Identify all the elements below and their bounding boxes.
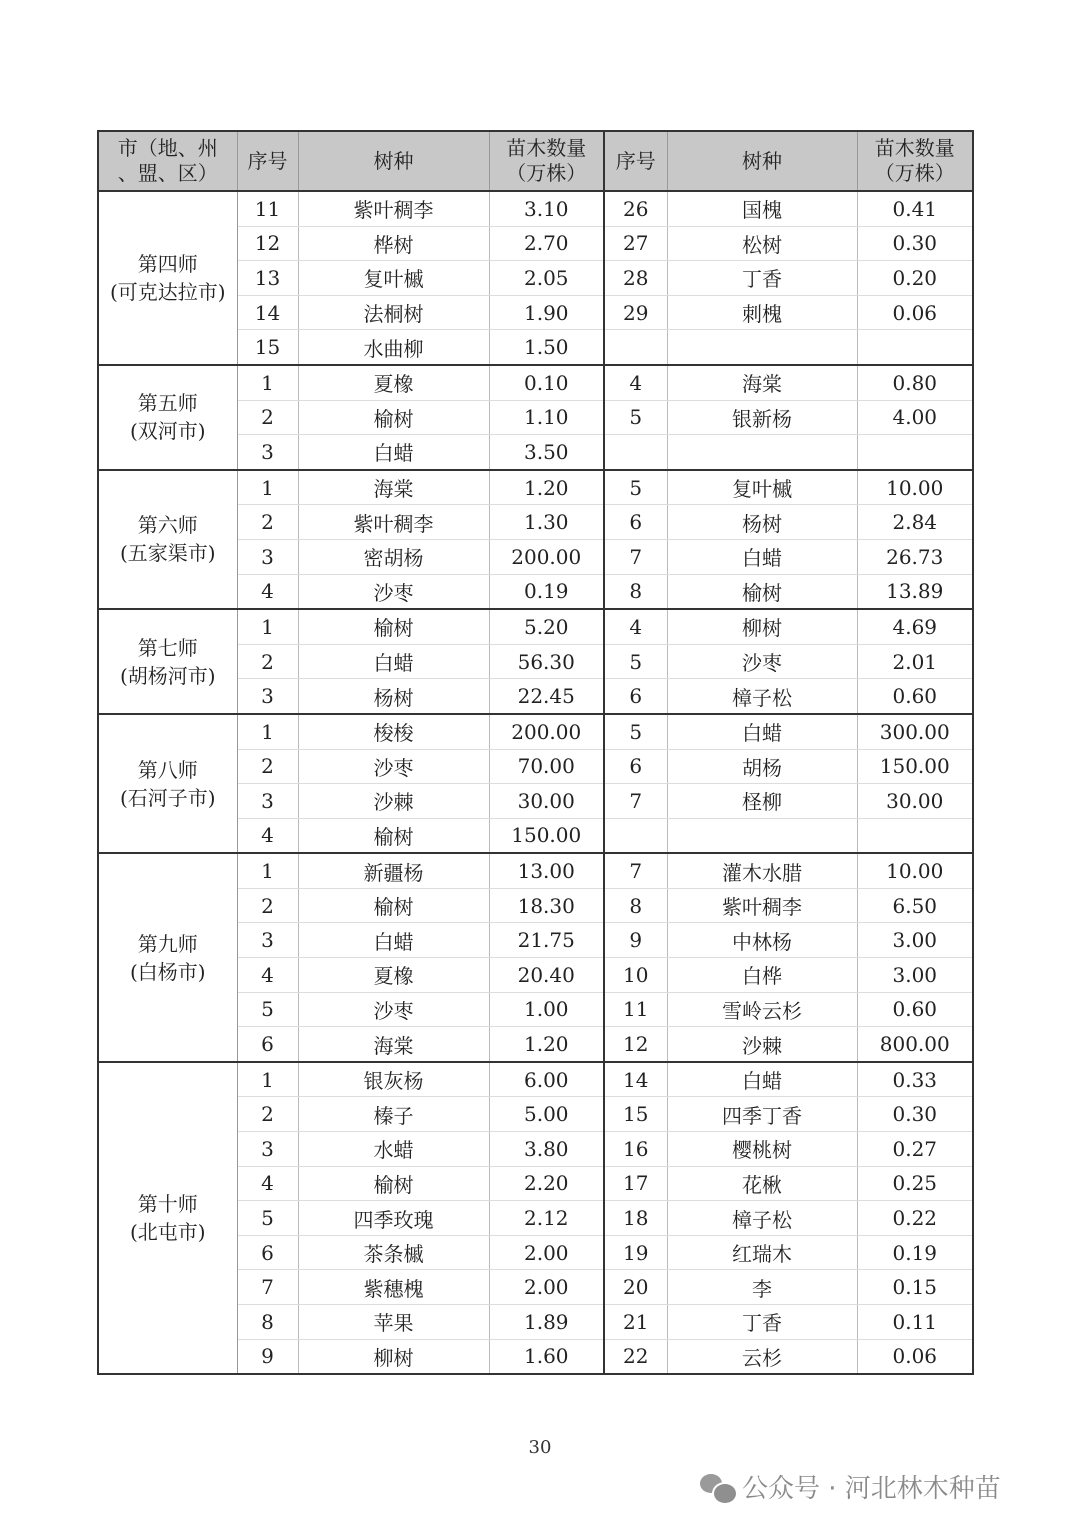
watermark-text: 公众号 · 河北林木种苗 <box>742 1474 1001 1504</box>
species-right-cell: 白蜡 <box>667 714 857 749</box>
species-left-cell: 海棠 <box>298 470 489 505</box>
qty-left-cell: 2.20 <box>489 1166 604 1201</box>
wechat-icon <box>700 1472 736 1502</box>
species-right-cell: 云杉 <box>667 1339 857 1374</box>
qty-right-cell: 3.00 <box>857 958 973 993</box>
qty-right-cell: 0.80 <box>857 365 973 400</box>
seq-left-cell: 8 <box>237 1305 298 1340</box>
region-cell <box>98 365 237 470</box>
qty-left-cell: 0.19 <box>489 574 604 609</box>
species-left-cell: 白蜡 <box>298 644 489 679</box>
seq-right-cell: 15 <box>604 1097 667 1132</box>
region-line: (可克达拉市) <box>109 279 226 304</box>
seq-right-cell: 21 <box>604 1305 667 1340</box>
seq-right-cell <box>604 435 667 470</box>
qty-left-cell: 3.50 <box>489 435 604 470</box>
qty-left-cell: 0.10 <box>489 365 604 400</box>
seq-right-cell: 5 <box>604 644 667 679</box>
qty-left-cell: 21.75 <box>489 923 604 958</box>
species-left-cell: 银灰杨 <box>298 1062 489 1097</box>
qty-right-cell: 0.41 <box>857 191 973 226</box>
species-right-cell: 四季丁香 <box>667 1097 857 1132</box>
species-left-cell: 水蜡 <box>298 1132 489 1167</box>
qty-left-cell: 1.20 <box>489 470 604 505</box>
qty-left-cell: 3.10 <box>489 191 604 226</box>
species-left-cell: 法桐树 <box>298 295 489 330</box>
qty-right-cell: 0.22 <box>857 1201 973 1236</box>
species-left-cell: 梭梭 <box>298 714 489 749</box>
species-left-cell: 沙枣 <box>298 992 489 1027</box>
species-right-cell: 樟子松 <box>667 1201 857 1236</box>
qty-left-cell: 1.90 <box>489 295 604 330</box>
seq-left-cell: 3 <box>237 923 298 958</box>
qty-left-cell: 6.00 <box>489 1062 604 1097</box>
seq-left-cell: 5 <box>237 992 298 1027</box>
species-right-cell: 沙枣 <box>667 644 857 679</box>
region-cell <box>98 609 237 714</box>
seq-right-cell: 6 <box>604 505 667 540</box>
seq-right-cell: 5 <box>604 470 667 505</box>
seq-right-cell: 7 <box>604 539 667 574</box>
qty-right-cell: 300.00 <box>857 714 973 749</box>
species-left-cell: 白蜡 <box>298 435 489 470</box>
header-seq-right: 序号 <box>604 131 667 191</box>
table-row <box>98 191 973 226</box>
seq-left-cell: 4 <box>237 818 298 853</box>
qty-right-cell: 2.84 <box>857 505 973 540</box>
seq-left-cell: 12 <box>237 226 298 261</box>
header-species-right: 树种 <box>667 131 857 191</box>
qty-left-cell: 2.70 <box>489 226 604 261</box>
seq-left-cell: 1 <box>237 853 298 888</box>
qty-left-cell: 2.05 <box>489 261 604 296</box>
species-left-cell: 复叶槭 <box>298 261 489 296</box>
seq-left-cell: 11 <box>237 191 298 226</box>
header-qty-line1: 苗木数量 <box>506 136 587 160</box>
qty-right-cell: 0.20 <box>857 261 973 296</box>
species-left-cell: 杨树 <box>298 679 489 714</box>
seq-right-cell: 5 <box>604 714 667 749</box>
qty-left-cell: 1.10 <box>489 400 604 435</box>
qty-right-cell: 0.33 <box>857 1062 973 1097</box>
qty-left-cell: 22.45 <box>489 679 604 714</box>
qty-right-cell: 0.27 <box>857 1132 973 1167</box>
qty-right-cell: 0.30 <box>857 226 973 261</box>
species-right-cell: 樱桃树 <box>667 1132 857 1167</box>
species-right-cell: 樟子松 <box>667 679 857 714</box>
seq-left-cell: 4 <box>237 958 298 993</box>
species-left-cell: 水曲柳 <box>298 330 489 365</box>
species-left-cell: 四季玫瑰 <box>298 1201 489 1236</box>
qty-right-cell: 0.25 <box>857 1166 973 1201</box>
species-left-cell: 榆树 <box>298 1166 489 1201</box>
species-right-cell: 胡杨 <box>667 749 857 784</box>
species-left-cell: 榛子 <box>298 1097 489 1132</box>
seq-left-cell: 2 <box>237 888 298 923</box>
species-left-cell: 苹果 <box>298 1305 489 1340</box>
seq-right-cell: 4 <box>604 609 667 644</box>
species-right-cell <box>667 330 857 365</box>
species-right-cell: 柽柳 <box>667 784 857 819</box>
region-line: 第七师 <box>137 635 198 660</box>
region-line: 第五师 <box>137 391 198 416</box>
qty-right-cell <box>857 818 973 853</box>
seq-left-cell: 1 <box>237 1062 298 1097</box>
species-left-cell: 沙棘 <box>298 784 489 819</box>
seq-left-cell: 2 <box>237 644 298 679</box>
species-left-cell: 紫叶稠李 <box>298 191 489 226</box>
qty-right-cell: 0.11 <box>857 1305 973 1340</box>
seq-left-cell: 1 <box>237 470 298 505</box>
region-line: 第八师 <box>137 757 198 782</box>
table-row <box>98 853 973 888</box>
region-line: (双河市) <box>129 419 206 444</box>
region-line: (北屯市) <box>129 1220 206 1245</box>
header-qty-line2: （万株） <box>506 161 587 185</box>
qty-left-cell: 30.00 <box>489 784 604 819</box>
seq-left-cell: 1 <box>237 365 298 400</box>
seq-left-cell: 15 <box>237 330 298 365</box>
header-qty-line1: 苗木数量 <box>874 136 955 160</box>
region-line: (胡杨河市) <box>119 663 216 688</box>
qty-left-cell: 1.89 <box>489 1305 604 1340</box>
qty-left-cell: 18.30 <box>489 888 604 923</box>
species-left-cell: 茶条槭 <box>298 1235 489 1270</box>
seq-right-cell: 29 <box>604 295 667 330</box>
seq-left-cell: 9 <box>237 1339 298 1374</box>
header-region-line1: 市（地、州 <box>117 136 218 160</box>
species-right-cell: 丁香 <box>667 261 857 296</box>
table-row <box>98 365 973 400</box>
seq-left-cell: 7 <box>237 1270 298 1305</box>
species-right-cell: 中林杨 <box>667 923 857 958</box>
header-region <box>98 131 237 191</box>
qty-right-cell: 10.00 <box>857 470 973 505</box>
seq-right-cell: 8 <box>604 888 667 923</box>
region-line: 第九师 <box>137 931 198 956</box>
species-left-cell: 紫穗槐 <box>298 1270 489 1305</box>
qty-left-cell: 3.80 <box>489 1132 604 1167</box>
qty-right-cell: 800.00 <box>857 1027 973 1062</box>
header-seq-left: 序号 <box>237 131 298 191</box>
region-cell <box>98 853 237 1062</box>
species-left-cell: 海棠 <box>298 1027 489 1062</box>
species-left-cell: 榆树 <box>298 400 489 435</box>
qty-right-cell <box>857 330 973 365</box>
species-left-cell: 白蜡 <box>298 923 489 958</box>
species-right-cell: 灌木水腊 <box>667 853 857 888</box>
species-right-cell: 白蜡 <box>667 539 857 574</box>
qty-left-cell: 1.60 <box>489 1339 604 1374</box>
seq-left-cell: 3 <box>237 1132 298 1167</box>
seq-left-cell: 4 <box>237 1166 298 1201</box>
qty-right-cell: 4.69 <box>857 609 973 644</box>
region-cell <box>98 470 237 609</box>
region-line: 第十师 <box>137 1192 198 1217</box>
species-right-cell: 复叶槭 <box>667 470 857 505</box>
seq-right-cell: 18 <box>604 1201 667 1236</box>
species-right-cell: 榆树 <box>667 574 857 609</box>
seq-right-cell: 22 <box>604 1339 667 1374</box>
table-row <box>98 609 973 644</box>
species-right-cell: 白桦 <box>667 958 857 993</box>
qty-left-cell: 13.00 <box>489 853 604 888</box>
qty-right-cell: 26.73 <box>857 539 973 574</box>
qty-right-cell: 4.00 <box>857 400 973 435</box>
species-right-cell: 柳树 <box>667 609 857 644</box>
seq-left-cell: 1 <box>237 609 298 644</box>
qty-left-cell: 2.00 <box>489 1235 604 1270</box>
qty-right-cell: 0.15 <box>857 1270 973 1305</box>
species-left-cell: 紫叶稠李 <box>298 505 489 540</box>
qty-left-cell: 1.50 <box>489 330 604 365</box>
qty-right-cell <box>857 435 973 470</box>
qty-left-cell: 56.30 <box>489 644 604 679</box>
qty-left-cell: 1.30 <box>489 505 604 540</box>
species-left-cell: 沙枣 <box>298 749 489 784</box>
species-left-cell: 夏橡 <box>298 958 489 993</box>
species-left-cell: 榆树 <box>298 818 489 853</box>
species-left-cell: 密胡杨 <box>298 539 489 574</box>
seq-left-cell: 2 <box>237 400 298 435</box>
qty-right-cell: 3.00 <box>857 923 973 958</box>
table-row <box>98 714 973 749</box>
qty-right-cell: 150.00 <box>857 749 973 784</box>
header-qty-left <box>489 131 604 191</box>
species-right-cell: 花楸 <box>667 1166 857 1201</box>
qty-right-cell: 0.06 <box>857 295 973 330</box>
seq-left-cell: 4 <box>237 574 298 609</box>
seq-left-cell: 5 <box>237 1201 298 1236</box>
seq-right-cell: 8 <box>604 574 667 609</box>
species-right-cell: 沙棘 <box>667 1027 857 1062</box>
header-region-line2: 、盟、区） <box>117 161 218 185</box>
seq-right-cell: 27 <box>604 226 667 261</box>
seq-right-cell: 19 <box>604 1235 667 1270</box>
species-left-cell: 沙枣 <box>298 574 489 609</box>
seq-left-cell: 3 <box>237 539 298 574</box>
table-row <box>98 1062 973 1097</box>
region-cell <box>98 191 237 365</box>
species-right-cell: 白蜡 <box>667 1062 857 1097</box>
seq-left-cell: 2 <box>237 749 298 784</box>
header-qty-right <box>857 131 973 191</box>
qty-left-cell: 2.00 <box>489 1270 604 1305</box>
seq-right-cell: 16 <box>604 1132 667 1167</box>
header-qty-line2: （万株） <box>874 161 955 185</box>
species-left-cell: 新疆杨 <box>298 853 489 888</box>
seq-right-cell: 26 <box>604 191 667 226</box>
watermark <box>700 1468 1001 1505</box>
species-left-cell: 桦树 <box>298 226 489 261</box>
seq-left-cell: 6 <box>237 1235 298 1270</box>
seq-left-cell: 2 <box>237 505 298 540</box>
seq-left-cell: 14 <box>237 295 298 330</box>
seq-right-cell: 12 <box>604 1027 667 1062</box>
qty-left-cell: 2.12 <box>489 1201 604 1236</box>
seq-right-cell: 14 <box>604 1062 667 1097</box>
seq-right-cell: 9 <box>604 923 667 958</box>
species-right-cell: 红瑞木 <box>667 1235 857 1270</box>
region-cell <box>98 714 237 853</box>
qty-right-cell: 0.30 <box>857 1097 973 1132</box>
qty-left-cell: 200.00 <box>489 714 604 749</box>
species-right-cell: 海棠 <box>667 365 857 400</box>
qty-right-cell: 2.01 <box>857 644 973 679</box>
seq-left-cell: 1 <box>237 714 298 749</box>
seq-right-cell: 4 <box>604 365 667 400</box>
species-right-cell: 紫叶稠李 <box>667 888 857 923</box>
region-line: (五家渠市) <box>119 541 216 566</box>
species-right-cell: 国槐 <box>667 191 857 226</box>
species-left-cell: 柳树 <box>298 1339 489 1374</box>
qty-right-cell: 30.00 <box>857 784 973 819</box>
region-cell <box>98 1062 237 1374</box>
qty-left-cell: 200.00 <box>489 539 604 574</box>
species-left-cell: 夏橡 <box>298 365 489 400</box>
species-right-cell <box>667 818 857 853</box>
species-left-cell: 榆树 <box>298 888 489 923</box>
species-right-cell <box>667 435 857 470</box>
qty-left-cell: 150.00 <box>489 818 604 853</box>
nursery-stock-table <box>97 130 974 1375</box>
qty-right-cell: 10.00 <box>857 853 973 888</box>
qty-left-cell: 1.00 <box>489 992 604 1027</box>
seq-right-cell: 20 <box>604 1270 667 1305</box>
seq-right-cell: 10 <box>604 958 667 993</box>
species-right-cell: 雪岭云杉 <box>667 992 857 1027</box>
seq-left-cell: 3 <box>237 435 298 470</box>
seq-right-cell <box>604 818 667 853</box>
seq-left-cell: 3 <box>237 784 298 819</box>
region-line: (石河子市) <box>119 785 216 810</box>
region-line: (白杨市) <box>129 959 206 984</box>
table-row <box>98 470 973 505</box>
region-line: 第六师 <box>137 513 198 538</box>
page-number: 30 <box>528 1437 552 1458</box>
species-left-cell: 榆树 <box>298 609 489 644</box>
seq-left-cell: 3 <box>237 679 298 714</box>
qty-left-cell: 1.20 <box>489 1027 604 1062</box>
qty-left-cell: 20.40 <box>489 958 604 993</box>
seq-left-cell: 6 <box>237 1027 298 1062</box>
species-right-cell: 银新杨 <box>667 400 857 435</box>
qty-left-cell: 5.00 <box>489 1097 604 1132</box>
seq-right-cell <box>604 330 667 365</box>
species-right-cell: 刺槐 <box>667 295 857 330</box>
seq-right-cell: 5 <box>604 400 667 435</box>
table-header-row <box>98 131 973 191</box>
species-right-cell: 杨树 <box>667 505 857 540</box>
qty-right-cell: 0.06 <box>857 1339 973 1374</box>
header-species-left: 树种 <box>298 131 489 191</box>
qty-right-cell: 13.89 <box>857 574 973 609</box>
seq-right-cell: 11 <box>604 992 667 1027</box>
qty-right-cell: 0.60 <box>857 679 973 714</box>
seq-left-cell: 13 <box>237 261 298 296</box>
seq-right-cell: 6 <box>604 679 667 714</box>
qty-left-cell: 70.00 <box>489 749 604 784</box>
seq-right-cell: 7 <box>604 784 667 819</box>
region-line: 第四师 <box>137 251 198 276</box>
table-body <box>98 191 973 1374</box>
species-right-cell: 丁香 <box>667 1305 857 1340</box>
seq-right-cell: 7 <box>604 853 667 888</box>
seq-right-cell: 28 <box>604 261 667 296</box>
qty-right-cell: 6.50 <box>857 888 973 923</box>
species-right-cell: 李 <box>667 1270 857 1305</box>
seq-right-cell: 6 <box>604 749 667 784</box>
seq-left-cell: 2 <box>237 1097 298 1132</box>
qty-left-cell: 5.20 <box>489 609 604 644</box>
seq-right-cell: 17 <box>604 1166 667 1201</box>
species-right-cell: 松树 <box>667 226 857 261</box>
qty-right-cell: 0.60 <box>857 992 973 1027</box>
qty-right-cell: 0.19 <box>857 1235 973 1270</box>
